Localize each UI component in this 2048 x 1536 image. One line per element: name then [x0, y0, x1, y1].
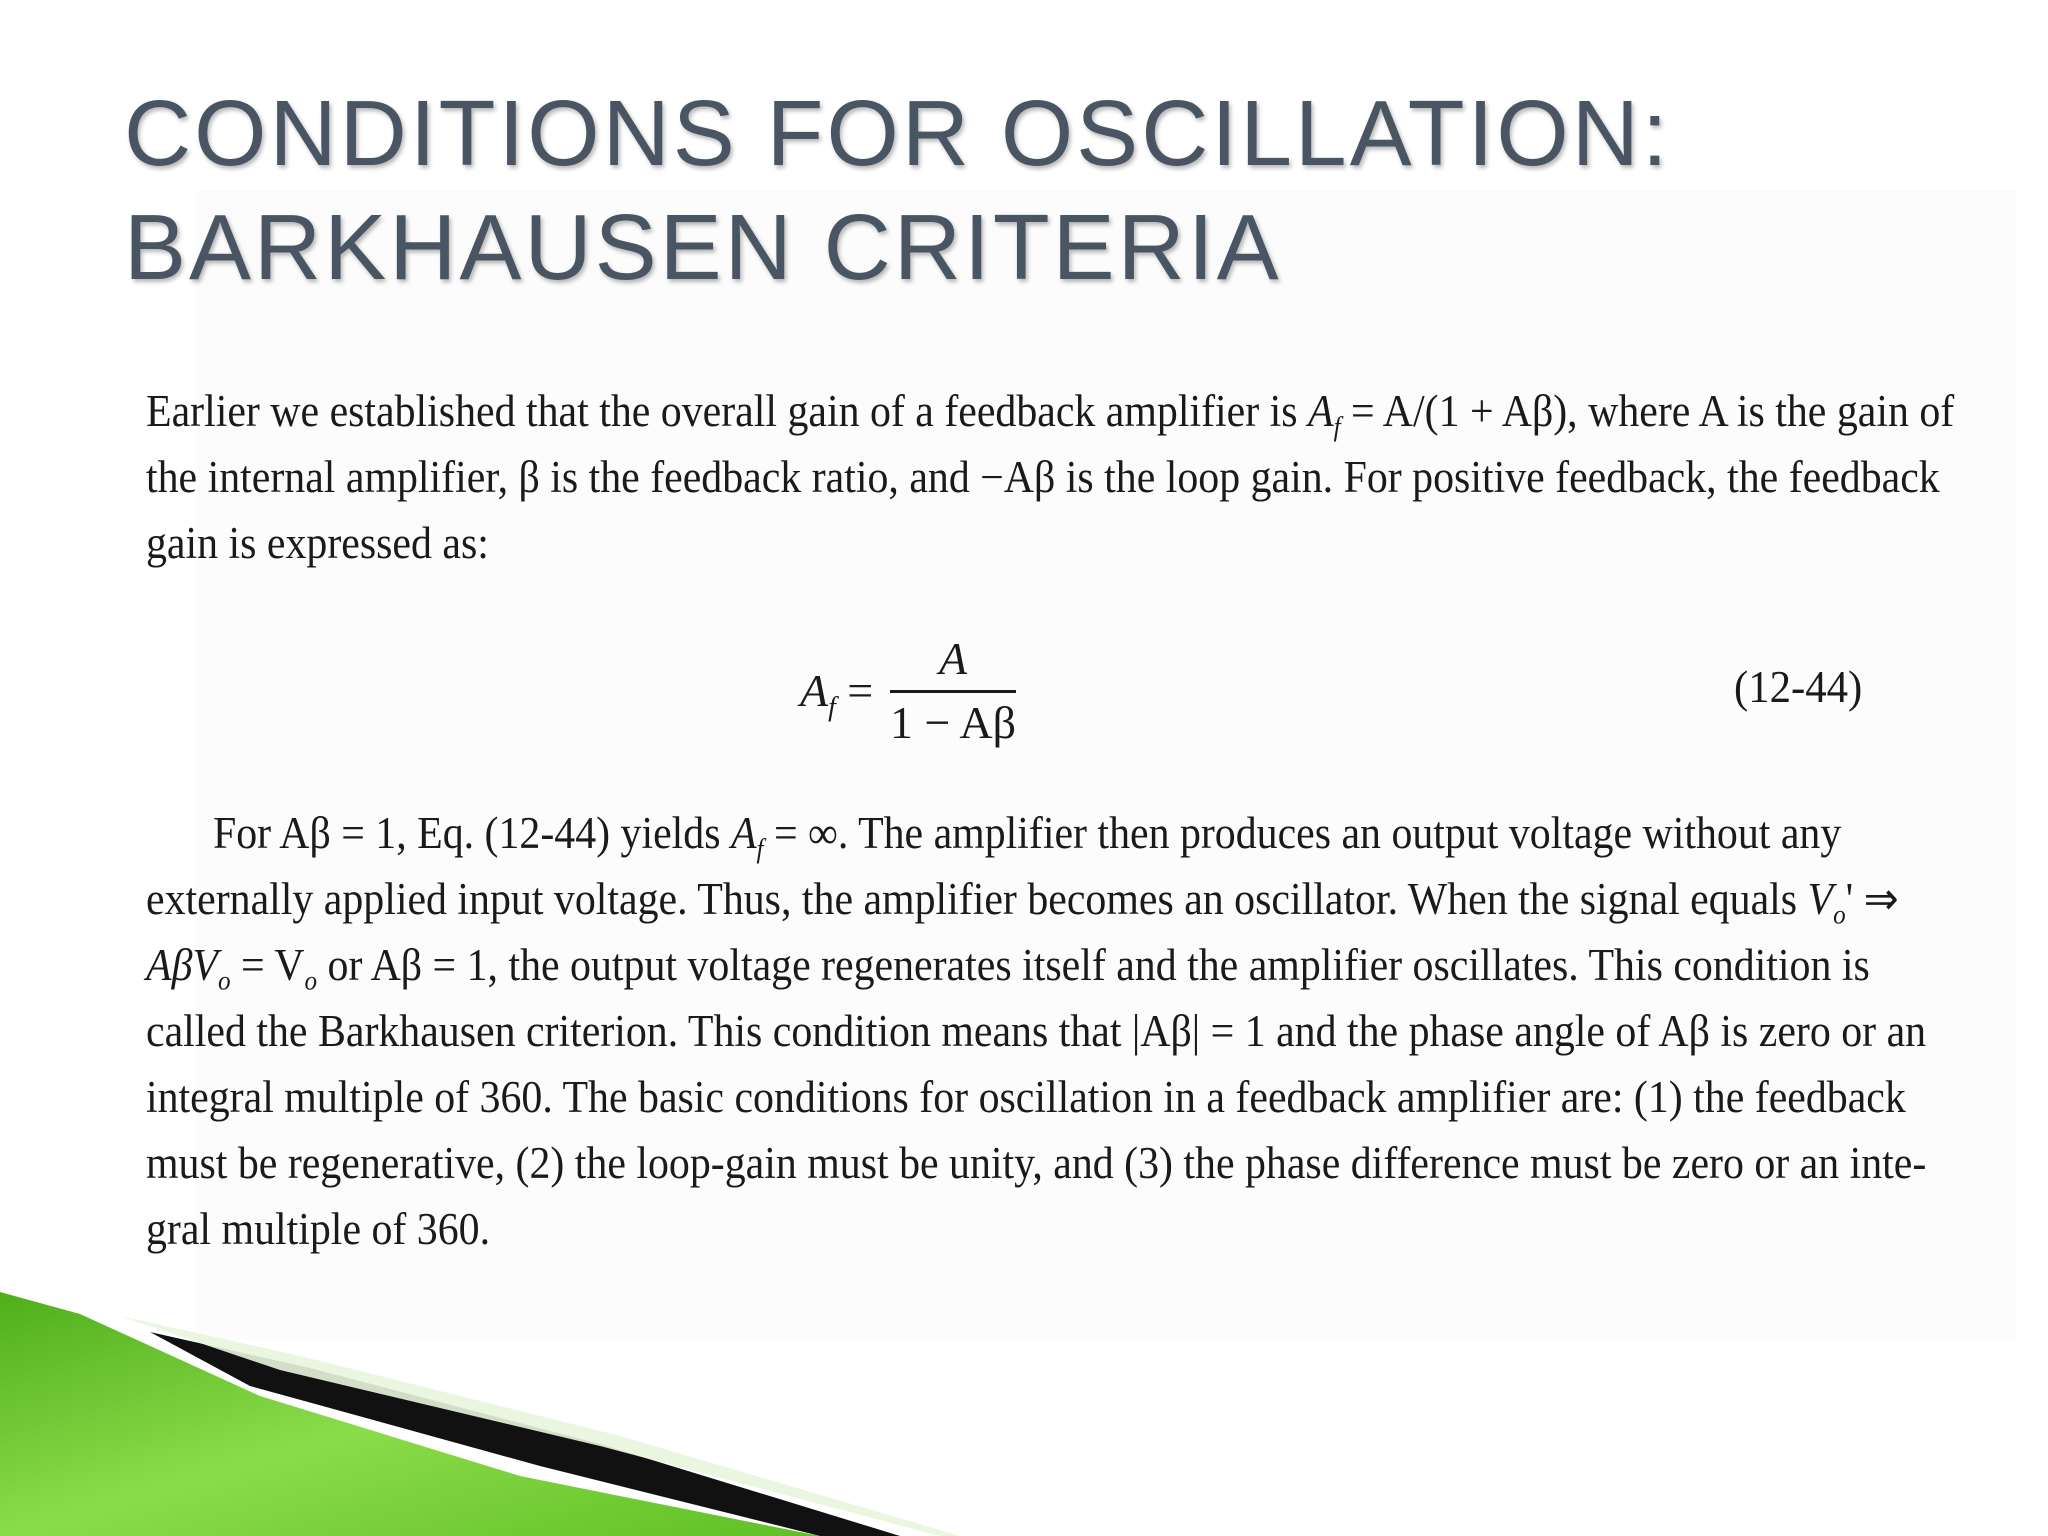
- green-corner-decoration: [0, 1270, 2048, 1536]
- intro-paragraph: [146, 378, 1955, 576]
- intro-line-2: the internal amplifier, β is the feedback ratio, and −Aβ is the loop gain. For positive feedback, the feedback: [146, 452, 1940, 502]
- criterion-line-5: integral multiple of 360. The basic conditions for oscillation in a feedback amplifier are: (1) the feedback: [146, 1072, 1906, 1122]
- intro-line-3: gain is expressed as:: [146, 518, 489, 568]
- fraction-bar: [890, 690, 1016, 693]
- criterion-line-1: For Aβ = 1, Eq. (12-44) yields $A_f$ = ∞. The amplifier then produces an output voltage without any: [212, 808, 1842, 864]
- criterion-paragraph: [146, 800, 1927, 1262]
- title-line-1: CONDITIONS FOR OSCILLATION:: [124, 81, 1671, 185]
- equation-denominator: 1 − Aβ: [890, 697, 1017, 748]
- title-line-2: BARKHAUSEN CRITERIA: [124, 195, 1282, 299]
- equation-number: (12-44): [1734, 661, 1863, 712]
- criterion-line-3: $A\beta V_o = V_o$ or Aβ = 1, the output voltage regenerates itself and the amplifier oscillates. This condition is: [146, 940, 1870, 996]
- intro-line-1: Earlier we established that the overall gain of a feedback amplifier is $A_f = A/(1 + A\beta)$, where A is the gain of: [146, 386, 1955, 442]
- criterion-line-2: externally applied input voltage. Thus, the amplifier becomes an oscillator. When the signal equals $V_o'$ ⇒: [146, 874, 1899, 930]
- equation-fraction: [890, 630, 1016, 749]
- criterion-line-7: gral multiple of 360.: [146, 1204, 491, 1254]
- criterion-line-6: must be regenerative, (2) the loop-gain must be unity, and (3) the phase difference must be zero or an inte-: [146, 1138, 1927, 1188]
- slide-title: [124, 76, 1671, 304]
- equation-numerator: A: [938, 633, 968, 684]
- equation-lhs: $A_f$ =: [800, 665, 874, 722]
- criterion-line-4: called the Barkhausen criterion. This condition means that |Aβ| = 1 and the phase angle of Aβ is zero or an: [146, 1006, 1927, 1056]
